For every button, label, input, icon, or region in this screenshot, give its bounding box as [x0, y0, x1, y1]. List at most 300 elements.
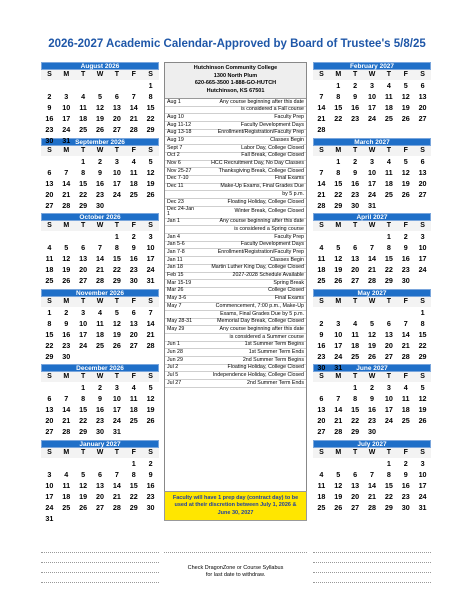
day-cell: 9	[64, 318, 69, 328]
day-cell: 27	[112, 125, 121, 134]
day-cell	[92, 80, 109, 91]
weekday-label: S	[142, 70, 159, 80]
day-cell: 18	[95, 329, 104, 339]
month-grid	[41, 297, 159, 362]
event-description: Faculty Development Days	[240, 241, 304, 248]
day-cell: 25	[129, 416, 138, 425]
day-cell: 30	[401, 502, 410, 512]
day-cell: 2	[148, 458, 153, 468]
day-cell: 28	[317, 200, 326, 210]
day-cell: 22	[112, 265, 121, 274]
weekday-label: S	[414, 297, 431, 307]
day-cell: 27	[418, 189, 427, 199]
day-cell	[41, 231, 58, 242]
day-cell: 10	[112, 167, 121, 177]
day-cell: 2	[131, 232, 136, 241]
day-cell: 28	[334, 427, 343, 436]
day-cell: 15	[112, 254, 121, 263]
day-cell	[41, 80, 58, 91]
day-cell: 24	[384, 416, 393, 425]
day-cell: 12	[146, 167, 155, 177]
weekday-label: T	[75, 146, 92, 156]
weekday-label: T	[108, 70, 125, 80]
day-cell: 14	[367, 480, 376, 490]
day-cell: 28	[317, 125, 326, 134]
day-cell: 17	[334, 340, 343, 350]
month-calendar	[41, 440, 159, 523]
day-cell: 10	[367, 92, 376, 101]
weekday-label: S	[41, 70, 58, 80]
weekday-label: F	[397, 221, 414, 231]
weekday-label: S	[414, 221, 431, 231]
day-cell: 21	[62, 189, 71, 199]
day-cell: 17	[418, 480, 427, 490]
day-cell: 22	[384, 491, 393, 501]
month-header: November 2026	[41, 289, 159, 297]
day-cell: 24	[367, 189, 376, 199]
day-cell: 17	[418, 254, 427, 263]
day-cell: 5	[403, 156, 408, 166]
event-description: Any course beginning after this date	[219, 98, 304, 105]
footer-rule	[41, 552, 159, 553]
day-cell	[41, 458, 58, 469]
day-cell: 21	[95, 265, 104, 274]
day-cell: 8	[420, 318, 425, 328]
event-date: Aug 1	[167, 98, 181, 105]
day-cell: 13	[418, 92, 427, 101]
day-cell: 12	[95, 103, 104, 112]
day-cell: 29	[79, 200, 88, 210]
day-cell: 7	[64, 394, 69, 403]
weekday-label: M	[330, 297, 347, 307]
month-calendar	[41, 289, 159, 365]
day-cell: 15	[384, 480, 393, 490]
day-cell: 7	[319, 167, 324, 177]
event-date: Oct 2	[167, 152, 180, 159]
day-cell: 3	[420, 232, 425, 241]
day-cell: 13	[317, 405, 326, 414]
event-row	[165, 349, 306, 357]
weekday-label: F	[397, 297, 414, 307]
day-cell: 20	[45, 416, 54, 425]
event-description: Make-Up Exams, Final Grades Due	[220, 183, 304, 190]
weekday-label: S	[142, 221, 159, 231]
day-cell: 22	[384, 265, 393, 274]
footer-rule	[164, 552, 307, 553]
day-cell: 4	[81, 92, 86, 101]
event-row	[165, 137, 306, 145]
event-description: Exams, Final Grades Due by 5 p.m.	[220, 310, 304, 317]
day-cell: 13	[129, 318, 138, 328]
day-cell: 18	[351, 340, 360, 350]
day-cell: 23	[146, 491, 155, 501]
weekday-label: S	[41, 448, 58, 458]
event-date: Jun 29	[167, 356, 183, 363]
day-cell: 9	[97, 394, 102, 403]
weekday-label: S	[142, 372, 159, 382]
event-description: 1st Summer Term Begins	[244, 341, 304, 348]
day-cell: 5	[403, 81, 408, 90]
weekday-label: W	[92, 70, 109, 80]
weekday-label: F	[125, 297, 142, 307]
weekday-label: M	[58, 297, 75, 307]
day-cell: 6	[47, 394, 52, 403]
day-cell: 25	[62, 502, 71, 512]
day-cell: 19	[146, 178, 155, 188]
day-cell: 23	[45, 125, 54, 134]
day-cell: 7	[336, 394, 341, 403]
day-cell: 6	[114, 92, 119, 101]
weekday-label: S	[41, 221, 58, 231]
day-cell: 24	[45, 502, 54, 512]
day-cell	[347, 458, 364, 469]
event-description: Independence Holiday, College Closed	[212, 372, 304, 379]
day-cell: 2	[353, 81, 358, 90]
event-date: Dec 7-10	[167, 175, 189, 182]
day-cell: 26	[367, 351, 376, 361]
day-cell: 8	[148, 92, 153, 101]
day-cell: 4	[386, 156, 391, 166]
day-cell: 23	[351, 189, 360, 199]
day-cell: 23	[62, 340, 71, 350]
day-cell: 20	[418, 178, 427, 188]
day-cell: 28	[62, 427, 71, 436]
day-cell	[330, 382, 347, 393]
month-header: May 2027	[313, 289, 431, 297]
day-cell: 25	[384, 114, 393, 123]
day-cell: 15	[146, 103, 155, 112]
weekday-label: W	[92, 372, 109, 382]
weekday-label: S	[414, 70, 431, 80]
weekday-label: S	[313, 70, 330, 80]
day-cell: 9	[353, 92, 358, 101]
day-cell: 3	[386, 383, 391, 392]
day-cell: 24	[62, 125, 71, 134]
day-cell: 26	[401, 114, 410, 123]
month-grid	[41, 146, 159, 211]
day-cell: 7	[131, 92, 136, 101]
day-cell: 21	[401, 340, 410, 350]
day-cell: 13	[112, 103, 121, 112]
day-cell: 14	[367, 254, 376, 263]
day-cell: 28	[146, 340, 155, 350]
day-cell: 11	[96, 318, 104, 328]
day-cell: 4	[131, 383, 136, 392]
day-cell: 12	[418, 394, 427, 403]
day-cell: 2	[369, 383, 374, 392]
right-month-column	[313, 62, 431, 515]
day-cell: 25	[317, 502, 326, 512]
day-cell: 11	[79, 103, 87, 112]
weekday-label: T	[108, 372, 125, 382]
day-cell	[125, 80, 142, 91]
day-cell: 13	[418, 167, 427, 177]
day-cell: 18	[45, 265, 54, 274]
day-cell: 3	[114, 156, 119, 166]
address-line: 1300 North Plum	[213, 72, 258, 79]
day-cell: 22	[79, 416, 88, 425]
month-header: July 2027	[313, 440, 431, 448]
day-cell: 18	[401, 405, 410, 414]
day-cell: 4	[97, 307, 102, 317]
day-cell: 7	[403, 318, 408, 328]
day-cell: 13	[95, 480, 104, 490]
day-cell	[364, 307, 381, 318]
day-cell: 15	[79, 178, 88, 188]
day-cell: 12	[62, 254, 71, 263]
day-cell: 3	[369, 81, 374, 90]
day-cell: 25	[129, 189, 138, 199]
day-cell: 6	[131, 307, 136, 317]
footer-rule	[313, 582, 431, 583]
day-cell: 5	[97, 92, 102, 101]
day-cell: 6	[386, 318, 391, 328]
day-cell: 19	[418, 405, 427, 414]
day-cell: 10	[79, 318, 88, 328]
day-cell: 21	[129, 114, 138, 123]
event-row	[165, 226, 306, 234]
weekday-label: S	[313, 372, 330, 382]
day-cell: 6	[353, 469, 358, 479]
day-cell: 18	[62, 491, 71, 501]
event-date: May 29	[167, 325, 185, 332]
day-cell: 2	[97, 383, 102, 392]
withdraw-note-line: Check DragonZone or Course Syllabus	[187, 565, 284, 571]
day-cell: 2	[47, 92, 52, 101]
day-cell: 31	[146, 276, 155, 285]
day-cell: 21	[334, 416, 343, 425]
day-cell: 18	[384, 103, 393, 112]
day-cell: 8	[114, 243, 119, 252]
footer-rule	[41, 562, 159, 563]
day-cell: 16	[62, 329, 71, 339]
day-cell: 14	[62, 405, 71, 414]
day-cell	[58, 80, 75, 91]
day-cell: 20	[351, 491, 360, 501]
day-cell: 30	[317, 362, 326, 372]
day-cell: 17	[367, 103, 376, 112]
day-cell: 31	[112, 427, 121, 436]
day-cell: 31	[418, 502, 427, 512]
weekday-label: W	[364, 221, 381, 231]
day-cell: 30	[367, 427, 376, 436]
day-cell: 8	[47, 318, 52, 328]
day-cell: 8	[386, 243, 391, 252]
weekday-label: T	[380, 221, 397, 231]
weekday-label: S	[414, 448, 431, 458]
day-cell: 16	[367, 405, 376, 414]
day-cell: 18	[129, 405, 138, 414]
day-cell: 14	[317, 178, 326, 188]
day-cell: 31	[367, 200, 376, 210]
day-cell: 10	[418, 469, 427, 479]
weekday-label: W	[92, 448, 109, 458]
day-cell: 19	[401, 103, 410, 112]
day-cell	[58, 382, 75, 393]
day-cell: 15	[351, 405, 360, 414]
weekday-label: F	[397, 372, 414, 382]
event-date: Nov 6	[167, 160, 181, 167]
event-description: Spring Break	[273, 279, 304, 286]
day-cell: 4	[386, 81, 391, 90]
day-cell: 9	[369, 394, 374, 403]
day-cell	[313, 156, 330, 167]
faculty-prep-note: Faculty will have 1 prep day (contract day) to be used at their discretion between July 1, 2026 & June 30, 2027	[164, 491, 307, 521]
day-cell: 7	[369, 243, 374, 252]
day-cell: 2	[97, 156, 102, 166]
weekday-label: S	[313, 297, 330, 307]
weekday-label: F	[125, 221, 142, 231]
month-grid	[313, 372, 431, 437]
day-cell: 21	[112, 491, 121, 501]
day-cell: 30	[45, 136, 54, 145]
event-description: Martin Luther King Day, College Closed	[211, 264, 304, 271]
day-cell: 14	[146, 318, 155, 328]
day-cell	[313, 231, 330, 242]
day-cell: 12	[146, 394, 155, 403]
weekday-label: M	[58, 221, 75, 231]
weekday-label: S	[414, 146, 431, 156]
day-cell: 24	[112, 189, 121, 199]
month-calendar	[313, 138, 431, 214]
weekday-label: W	[364, 448, 381, 458]
event-description: Faculty Development Days	[240, 121, 304, 128]
event-description: 2nd Summer Term Ends	[246, 379, 304, 386]
weekday-label: M	[58, 146, 75, 156]
day-cell: 14	[62, 178, 71, 188]
day-cell: 1	[386, 458, 391, 468]
day-cell: 3	[148, 232, 153, 241]
event-date: Jan 11	[167, 256, 183, 263]
day-cell: 11	[351, 329, 359, 339]
day-cell: 10	[146, 243, 155, 252]
day-cell: 26	[334, 502, 343, 512]
weekday-label: S	[41, 146, 58, 156]
weekday-label: S	[313, 146, 330, 156]
event-description: Labor Day, College Closed	[241, 144, 304, 151]
day-cell: 30	[146, 502, 155, 512]
day-cell: 11	[129, 394, 138, 403]
day-cell: 31	[334, 362, 343, 372]
day-cell: 16	[95, 405, 104, 414]
day-cell: 22	[146, 114, 155, 123]
weekday-label: T	[380, 448, 397, 458]
day-cell: 22	[129, 491, 138, 501]
withdraw-note-line: for last date to withdraw.	[205, 572, 266, 579]
day-cell	[313, 382, 330, 393]
day-cell: 1	[114, 232, 119, 241]
day-cell: 8	[81, 394, 86, 403]
day-cell: 28	[129, 125, 138, 134]
month-calendar	[313, 364, 431, 440]
day-cell: 14	[95, 254, 104, 263]
day-cell: 11	[385, 167, 393, 177]
month-calendar	[313, 213, 431, 289]
day-cell: 29	[146, 125, 155, 134]
event-row	[165, 303, 306, 311]
day-cell: 26	[95, 125, 104, 134]
day-cell: 22	[79, 189, 88, 199]
day-cell: 4	[319, 469, 324, 479]
event-date: Jul 5	[167, 372, 179, 379]
event-description: is considered a Fall course	[240, 106, 304, 113]
day-cell: 23	[317, 351, 326, 361]
day-cell: 7	[97, 243, 102, 252]
day-cell: 10	[418, 243, 427, 252]
weekday-label: M	[330, 221, 347, 231]
weekday-label: S	[142, 146, 159, 156]
event-description: 2nd Summer Term Begins	[242, 356, 304, 363]
day-cell: 18	[317, 265, 326, 274]
day-cell: 30	[401, 276, 410, 285]
day-cell: 5	[114, 307, 119, 317]
day-cell: 20	[79, 265, 88, 274]
month-header: October 2026	[41, 213, 159, 221]
day-cell: 11	[317, 480, 326, 490]
event-date: May 3-6	[167, 295, 187, 302]
weekday-label: M	[58, 448, 75, 458]
weekday-label: W	[364, 146, 381, 156]
day-cell: 12	[79, 480, 88, 490]
event-description: is considered a Summer course	[229, 333, 304, 340]
day-cell: 18	[79, 114, 88, 123]
day-cell: 1	[148, 81, 153, 90]
day-cell: 5	[336, 469, 341, 479]
day-cell: 1	[131, 458, 136, 468]
event-description: is considered a Spring course	[234, 225, 304, 232]
day-cell: 4	[47, 243, 52, 252]
day-cell: 15	[79, 405, 88, 414]
day-cell: 25	[351, 351, 360, 361]
day-cell: 30	[95, 427, 104, 436]
event-row	[165, 380, 306, 388]
day-cell: 2	[64, 307, 69, 317]
college-address	[165, 63, 306, 99]
day-cell: 16	[401, 480, 410, 490]
day-cell: 27	[418, 114, 427, 123]
day-cell	[92, 458, 109, 469]
day-cell: 26	[418, 416, 427, 425]
event-date: Dec 24-Jan 1	[167, 205, 195, 218]
day-cell: 3	[64, 92, 69, 101]
weekday-label: T	[380, 70, 397, 80]
event-description: Any course beginning after this date	[219, 325, 304, 332]
event-date: Aug 13-18	[167, 129, 192, 136]
day-cell: 18	[384, 178, 393, 188]
day-cell: 16	[351, 103, 360, 112]
day-cell: 3	[47, 469, 52, 479]
day-cell: 27	[351, 276, 360, 285]
day-cell: 29	[79, 427, 88, 436]
day-cell: 20	[418, 103, 427, 112]
day-cell: 8	[81, 167, 86, 177]
day-cell: 2	[403, 458, 408, 468]
weekday-label: F	[125, 372, 142, 382]
month-header: September 2026	[41, 138, 159, 146]
weekday-label: T	[75, 221, 92, 231]
day-cell: 30	[95, 200, 104, 210]
day-cell: 19	[79, 491, 88, 501]
day-cell: 30	[129, 276, 138, 285]
day-cell: 17	[112, 405, 121, 414]
day-cell: 13	[351, 254, 360, 263]
day-cell: 31	[62, 136, 71, 145]
weekday-label: S	[142, 297, 159, 307]
day-cell: 16	[146, 480, 155, 490]
day-cell: 12	[112, 318, 121, 328]
day-cell: 6	[353, 243, 358, 252]
day-cell: 29	[112, 276, 121, 285]
